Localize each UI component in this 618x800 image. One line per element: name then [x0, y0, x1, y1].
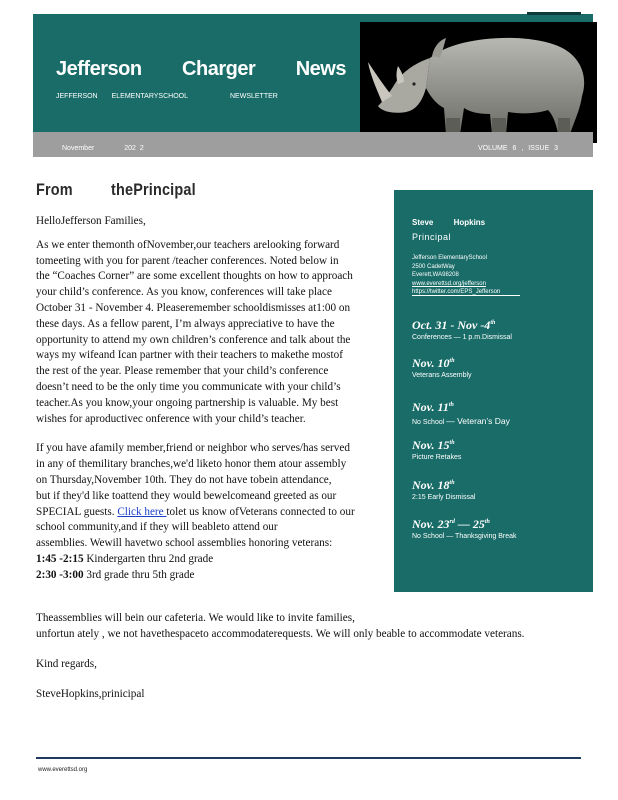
heading-word: thePrincipal: [111, 180, 196, 199]
paragraph-line: in any of themilitary branches,we'd liketo honor them atour assembly: [36, 458, 347, 471]
paragraph-line: the rest of the year. Please remember that your child’s conference: [36, 365, 329, 378]
event-date: Nov. 18: [412, 478, 450, 492]
event-item: [412, 356, 472, 379]
calendar-sidebar: [394, 190, 593, 592]
subtitle-word: ELEMENTARYSCHOOL: [111, 93, 188, 100]
address-line: 2500 CadetWay: [412, 263, 455, 270]
rhino-photo-icon: [360, 22, 597, 143]
schedule-desc: 3rd grade thru 5th grade: [83, 568, 195, 581]
paragraph-line: As we enter themonth ofNovember,our teachers arelooking forward: [36, 238, 340, 251]
issue-volume: VOLUME 6 , ISSUE 3: [478, 145, 559, 152]
schedule-time: 2:30 -3:00: [36, 568, 84, 581]
paragraph-line: the “Coaches Corner” are some excellent thoughts on how to approach: [36, 270, 353, 283]
paragraph-line: October 31 - November 4. Pleaseremember schooldismisses at1:00 on: [36, 301, 351, 314]
event-desc: 2:15 Early Dismissal: [412, 494, 476, 501]
footer-url[interactable]: www.everettsd.org: [38, 767, 88, 773]
line-text: SPECIAL guests.: [36, 505, 118, 518]
event-item: [412, 478, 475, 501]
event-date: — 25: [454, 517, 485, 531]
paragraph-line: on Thursday,November 10th. They do not have tobein attendance,: [36, 473, 332, 486]
event-desc: No School: [412, 419, 447, 426]
subtitle-word: JEFFERSON: [56, 93, 98, 100]
signature: SteveHopkins,prinicipal: [36, 688, 145, 700]
line-text: tolet us know ofVeterans connected to our: [166, 505, 355, 518]
event-date-suffix: th: [449, 440, 455, 446]
footer-divider: [36, 757, 581, 759]
paragraph-line: tomeeting with you for parent /teacher conferences. Noted below in: [36, 254, 339, 267]
event-item: [412, 438, 461, 461]
event-desc: No School — Thanksgiving Break: [412, 533, 517, 540]
closing: Kind regards,: [36, 658, 97, 670]
event-desc: Conferences — 1 p.m.Dismissal: [412, 334, 512, 341]
date-year-part: 202: [124, 145, 136, 152]
paragraph-line: doesn’t need to be the only time you communicate with your child’s: [36, 380, 341, 393]
twitter-link[interactable]: https://twitter.com/EPS_Jefferson: [412, 289, 501, 296]
event-date-suffix: th: [448, 402, 454, 408]
paragraph-line: teacher.As you know,your ongoing partnership is valuable. My best: [36, 396, 339, 409]
event-date-suffix: th: [449, 480, 455, 486]
paragraph-line: opportunity to attend my own children’s conference and talk about the: [36, 333, 351, 346]
event-date-suffix: th: [490, 320, 496, 326]
greeting: HelloJefferson Families,: [36, 215, 146, 227]
paragraph-line: assemblies. Wewill havetwo school assemblies honoring veterans:: [36, 537, 333, 550]
article-closing: [36, 610, 576, 716]
article-body: [36, 214, 380, 584]
sidebar-divider: [412, 295, 520, 296]
heading-word: From: [36, 180, 73, 199]
paragraph-line: but if they'd like toattend they would bewelcomeand greeted as our: [36, 489, 337, 502]
issue-date: [62, 145, 144, 152]
paragraph-line: wishes for aproductivec onference with your child’s teacher.: [36, 412, 306, 425]
schedule-time: 1:45 -2:15: [36, 552, 84, 565]
principal-role: Principal: [412, 232, 452, 242]
paragraph-line: your child’s conference. As you know, conferences will take place: [36, 286, 332, 299]
event-date: Nov. 10: [412, 356, 450, 370]
event-desc: Picture Retakes: [412, 454, 462, 461]
paragraph-line: ways my wifeand Ican partner with their teachers to makethe mostof: [36, 349, 343, 362]
address-line: Jefferson ElementarySchool: [412, 255, 487, 261]
school-website-link[interactable]: www.everettsd.org/jefferson: [412, 280, 486, 287]
event-date: Nov. 23: [412, 517, 450, 531]
event-desc: — Veteran’s Day: [446, 416, 510, 426]
article-heading: [36, 180, 196, 200]
event-desc: Veterans Assembly: [412, 372, 472, 379]
newsletter-title: [56, 58, 346, 81]
title-word: News: [295, 58, 346, 80]
event-date: Nov. 15: [412, 438, 450, 452]
title-word: Charger: [182, 58, 256, 80]
event-item: [412, 318, 512, 341]
title-word: Jefferson: [56, 58, 142, 80]
schedule-desc: Kindergarten thru 2nd grade: [83, 552, 214, 565]
date-month: November: [62, 145, 95, 152]
school-address: [412, 254, 582, 297]
schedule-item: [36, 552, 380, 568]
header-accent-bar: [527, 12, 581, 15]
event-date-suffix: th: [449, 358, 455, 364]
event-date: Oct. 31 - Nov -4: [412, 318, 491, 332]
event-date-suffix: th: [484, 519, 490, 525]
paragraph-line: [36, 505, 380, 521]
address-line: Everett,WA98208: [412, 272, 459, 279]
paragraph-line: If you have afamily member,friend or neighbor who serves/has served: [36, 442, 350, 455]
subtitle-word: NEWSLETTER: [230, 93, 278, 100]
event-date-suffix: rd: [449, 519, 455, 525]
paragraph-line: Theassemblies will bein our cafeteria. We would like to invite families,: [36, 612, 355, 624]
principal-name: Steve Hopkins: [412, 218, 486, 227]
schedule-item: [36, 568, 380, 584]
paragraph-line: unfortun ately , we not havethespaceto accommodaterequests. We will only beable to accommodate veterans.: [36, 628, 525, 640]
newsletter-subtitle: [56, 93, 278, 100]
paragraph-line: these days. As a fellow parent, I’m always appreciative to have the: [36, 317, 335, 330]
click-here-link[interactable]: Click here: [117, 505, 167, 518]
event-item: [412, 517, 517, 540]
paragraph-line: school community,and if they will beableto attend our: [36, 521, 278, 534]
date-year-part: 2: [139, 145, 144, 152]
event-item: [412, 400, 510, 426]
event-date: Nov. 11: [412, 400, 449, 414]
